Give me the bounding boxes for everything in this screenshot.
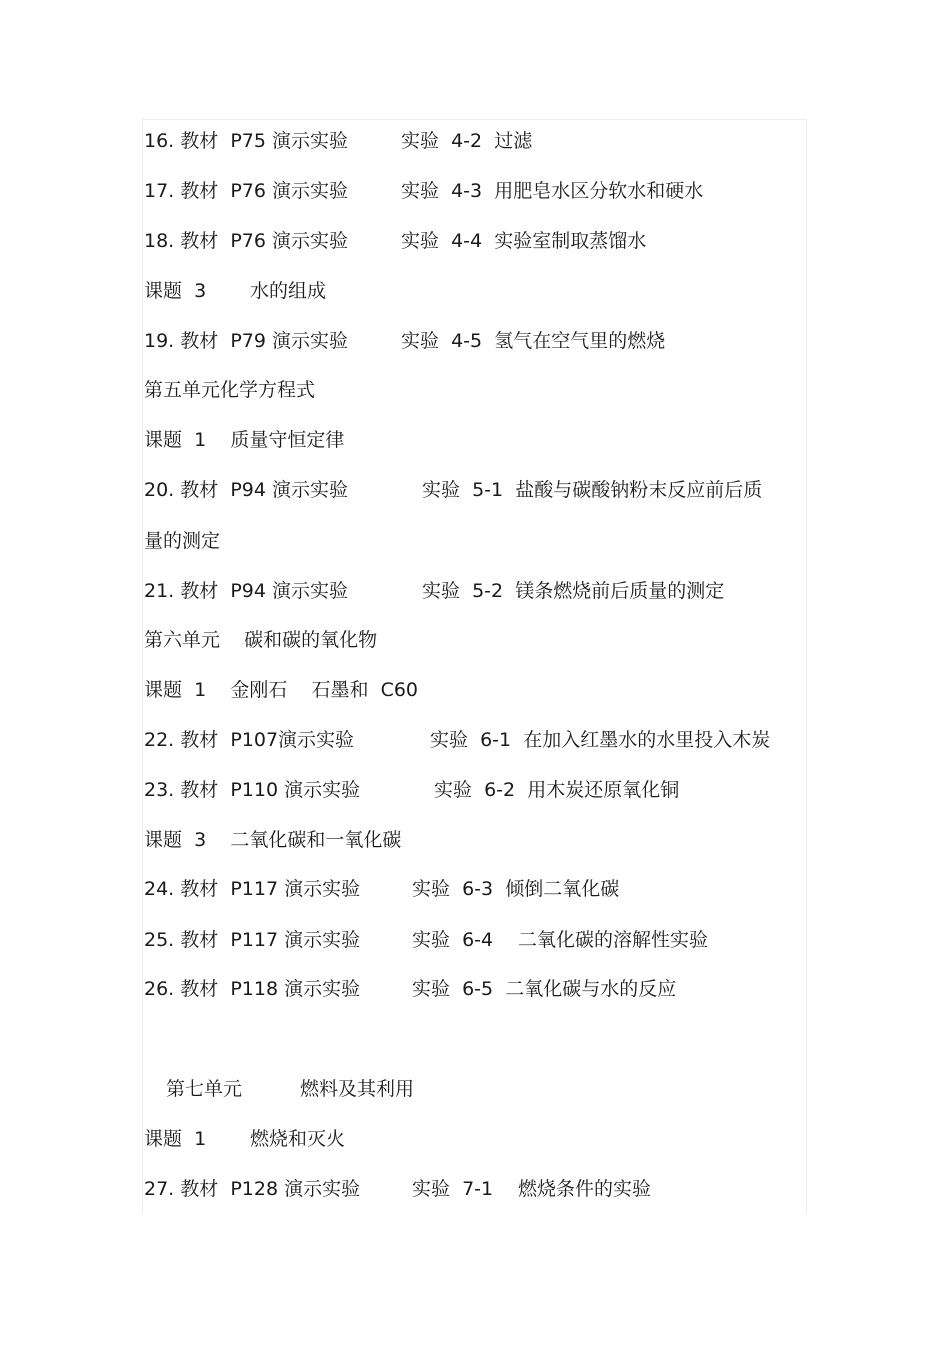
page-frame (142, 119, 807, 1214)
line-text: 课题 3 (144, 280, 207, 302)
line-text: 课题 1 (144, 1128, 207, 1150)
unit-title: 燃料及其利用 (300, 1078, 415, 1100)
line-text-experiment: 实验 4-2 过滤 (401, 130, 533, 152)
line-text: 26. 教材 P118 演示实验 (144, 978, 361, 1000)
line-text: 课题 1 金刚石 石墨和 C60 (144, 679, 419, 701)
line-text: 25. 教材 P117 演示实验 (144, 929, 361, 951)
text-line (144, 1177, 652, 1273)
line-text: 20. 教材 P94 演示实验 (144, 479, 349, 501)
unit-heading (144, 628, 378, 676)
lesson-title: 燃烧和灭火 (250, 1128, 346, 1150)
line-text-experiment: 实验 5-1 盐酸与碳酸钠粉末反应前后质 (422, 479, 763, 501)
text-line (144, 977, 677, 1049)
unit-heading (144, 378, 316, 426)
text-line-continued (144, 529, 221, 577)
line-text: 第五单元化学方程式 (144, 379, 316, 401)
line-text: 课题 1 质量守恒定律 (144, 429, 345, 451)
line-text-experiment: 实验 6-3 倾倒二氧化碳 (412, 878, 620, 900)
line-text: 22. 教材 P107演示实验 (144, 729, 355, 751)
lesson-title: 水的组成 (250, 280, 327, 302)
line-text: 第六单元 碳和碳的氧化物 (144, 629, 378, 651)
line-text-experiment: 实验 6-4 (412, 929, 494, 951)
line-text-experiment: 实验 6-1 在加入红墨水的水里投入木炭 (430, 729, 771, 751)
line-text: 第七单元 (166, 1078, 243, 1100)
line-text-experiment: 实验 6-5 二氧化碳与水的反应 (412, 978, 677, 1000)
line-text-experiment-title: 燃烧条件的实验 (518, 1178, 652, 1200)
line-text-experiment: 实验 4-3 用肥皂水区分软水和硬水 (401, 180, 704, 202)
line-text: 17. 教材 P76 演示实验 (144, 180, 349, 202)
line-text-experiment: 实验 7-1 (412, 1178, 494, 1200)
line-text: 24. 教材 P117 演示实验 (144, 878, 361, 900)
line-text-experiment: 实验 4-5 氢气在空气里的燃烧 (401, 330, 666, 352)
lesson-heading (144, 678, 419, 726)
line-text: 19. 教材 P79 演示实验 (144, 330, 349, 352)
line-text: 27. 教材 P128 演示实验 (144, 1178, 361, 1200)
lesson-heading (144, 428, 345, 476)
line-text: 量的测定 (144, 530, 221, 552)
line-text-experiment: 实验 4-4 实验室制取蒸馏水 (401, 230, 647, 252)
line-text: 16. 教材 P75 演示实验 (144, 130, 349, 152)
line-text-experiment: 实验 6-2 用木炭还原氧化铜 (434, 779, 680, 801)
line-text-experiment-title: 二氧化碳的溶解性实验 (518, 929, 709, 951)
line-text: 23. 教材 P110 演示实验 (144, 779, 361, 801)
line-text: 18. 教材 P76 演示实验 (144, 230, 349, 252)
line-text-experiment: 实验 5-2 镁条燃烧前后质量的测定 (422, 580, 725, 602)
line-text: 21. 教材 P94 演示实验 (144, 580, 349, 602)
line-text: 课题 3 二氧化碳和一氧化碳 (144, 829, 402, 851)
lesson-heading (144, 828, 402, 876)
